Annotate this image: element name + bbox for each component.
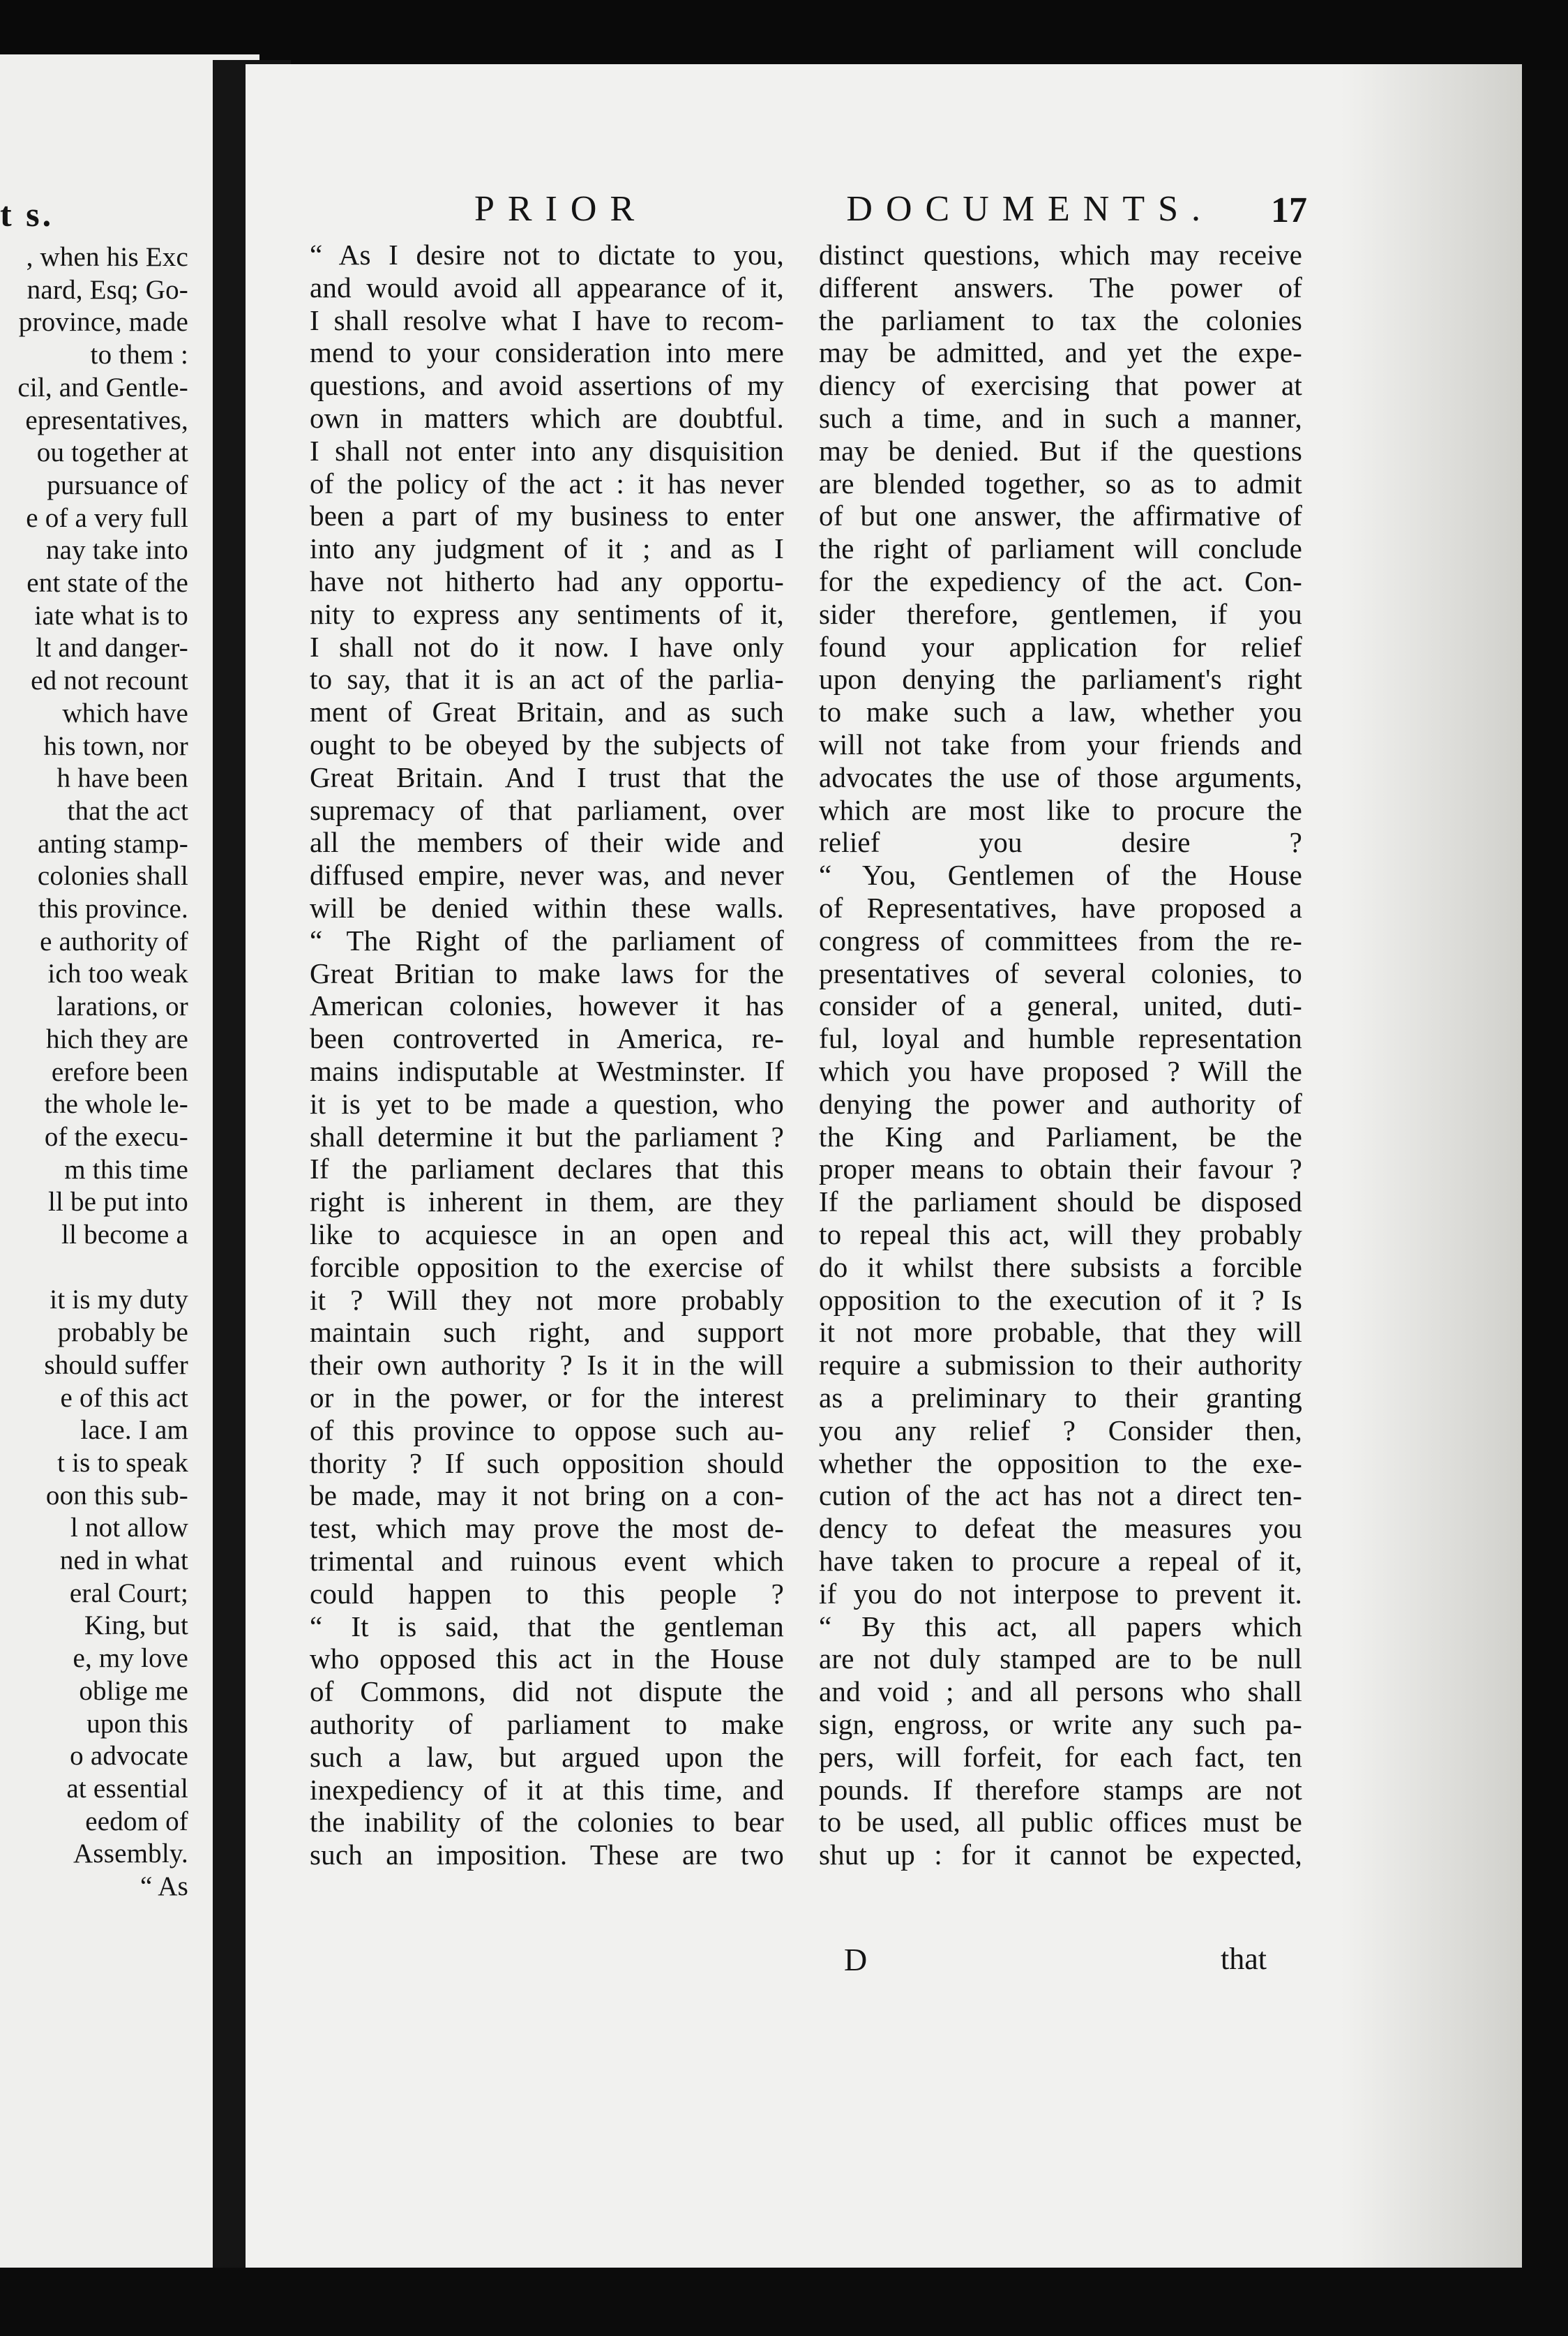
text-line: iate what is to	[34, 600, 188, 631]
text-line: of the execu-	[44, 1121, 188, 1152]
text-line: nard, Esq; Go-	[27, 274, 188, 305]
text-line: have not hitherto had any opportu-	[310, 565, 784, 597]
text-line: nity to express any sentiments of it,	[310, 597, 784, 630]
text-line: colonies shall	[37, 861, 188, 892]
text-line: test, which may prove the most de-	[310, 1512, 784, 1545]
text-line: province, made	[18, 307, 188, 338]
page-edge-shade	[1341, 64, 1522, 2286]
text-line: such a time, and in such a manner,	[819, 402, 1302, 434]
text-line: sign, engross, or write any such pa-	[819, 1708, 1302, 1740]
text-line: right is inherent in them, are they	[310, 1185, 784, 1218]
text-line: “ The Right of the parliament of	[310, 924, 784, 957]
text-line: for the expediency of the act. Con-	[819, 565, 1302, 597]
text-line: which are most like to procure the	[819, 793, 1302, 826]
text-line: nay take into	[45, 535, 188, 566]
scan-bottom-shadow	[0, 2268, 1568, 2336]
text-line: sider therefore, gentlemen, if you	[819, 597, 1302, 630]
text-line: ent state of the	[27, 568, 188, 598]
text-line: ed not recount	[31, 666, 188, 696]
text-line: pers, will forfeit, for each fact, ten	[819, 1740, 1302, 1773]
text-line: relief you desire ?	[819, 826, 1302, 859]
text-line: the King and Parliament, be the	[819, 1120, 1302, 1153]
text-line: at essential	[66, 1773, 188, 1804]
text-line: his town, nor	[43, 731, 188, 761]
text-line: distinct questions, which may receive	[819, 239, 1302, 271]
text-line: that the act	[67, 795, 188, 826]
text-line: ment of Great Britain, and as such	[310, 696, 784, 728]
text-line: I shall not enter into any disquisition	[310, 434, 784, 467]
text-line: shut up : for it cannot be expected,	[819, 1839, 1302, 1871]
text-line: “ You, Gentlemen of the House	[819, 859, 1302, 892]
text-line: pursuance of	[47, 470, 188, 500]
text-line: ll become a	[61, 1220, 188, 1250]
text-line: cution of the act has not a direct ten-	[819, 1479, 1302, 1512]
text-line: t is to speak	[57, 1447, 188, 1478]
text-line: been controverted in America, re-	[310, 1022, 784, 1055]
text-line: supremacy of that parliament, over	[310, 793, 784, 826]
text-line: eral Court;	[69, 1578, 188, 1608]
text-line: of the policy of the act : it has never	[310, 467, 784, 500]
text-line: require a submission to their authority	[819, 1349, 1302, 1382]
text-line: of Representatives, have proposed a	[819, 892, 1302, 924]
text-line: will be denied within these walls.	[310, 892, 784, 924]
text-line: to repeal this act, will they probably	[819, 1218, 1302, 1250]
text-line: ought to be obeyed by the subjects of	[310, 728, 784, 761]
text-line: authority of parliament to make	[310, 1708, 784, 1740]
text-line: the parliament to tax the colonies	[819, 304, 1302, 336]
text-line: may be admitted, and yet the expe-	[819, 336, 1302, 369]
text-line: inexpediency of it at this time, and	[310, 1773, 784, 1806]
text-line: oblige me	[79, 1675, 188, 1706]
text-line: to them :	[90, 340, 188, 370]
text-line: of Commons, did not dispute the	[310, 1675, 784, 1708]
text-line: and would avoid all appearance of it,	[310, 271, 784, 304]
text-line: if you do not interpose to prevent it.	[819, 1577, 1302, 1610]
text-line: upon denying the parliament's right	[819, 663, 1302, 696]
text-line: eedom of	[85, 1806, 188, 1836]
text-line: the inability of the colonies to bear	[310, 1806, 784, 1839]
text-line: King, but	[84, 1610, 188, 1641]
text-line: o advocate	[70, 1741, 188, 1772]
catchword: that	[1221, 1942, 1267, 1976]
text-line: “ As	[140, 1871, 188, 1901]
text-line: this province.	[38, 894, 188, 924]
text-line: maintain such right, and support	[310, 1316, 784, 1349]
text-line: Great Britian to make laws for the	[310, 957, 784, 989]
text-line: may be denied. But if the questions	[819, 434, 1302, 467]
text-line: should suffer	[44, 1349, 188, 1380]
text-line: which you have proposed ? Will the	[819, 1055, 1302, 1087]
text-line: If the parliament should be disposed	[819, 1185, 1302, 1218]
text-line: denying the power and authority of	[819, 1087, 1302, 1120]
text-line: ich too weak	[47, 959, 188, 989]
text-line: h have been	[56, 763, 188, 794]
text-line: l not allow	[70, 1513, 188, 1543]
text-line: the whole le-	[44, 1089, 188, 1120]
text-line: will not take from your friends and	[819, 728, 1302, 761]
text-line: you any relief ? Consider then,	[819, 1414, 1302, 1446]
text-line: are blended together, so as to admit	[819, 467, 1302, 500]
text-line: it is yet to be made a question, who	[310, 1087, 784, 1120]
text-line: the right of parliament will conclude	[819, 532, 1302, 565]
text-line: ll be put into	[47, 1187, 188, 1218]
text-line: hich they are	[46, 1024, 188, 1054]
text-line: into any judgment of it ; and as I	[310, 532, 784, 565]
text-line: forcible opposition to the exercise of	[310, 1250, 784, 1283]
text-line: thority ? If such opposition should	[310, 1446, 784, 1479]
text-line: e authority of	[40, 926, 188, 957]
text-line: it not more probable, that they will	[819, 1316, 1302, 1349]
text-line: diffused empire, never was, and never	[310, 859, 784, 892]
text-line: consider of a general, united, duti-	[819, 989, 1302, 1022]
text-line: it is my duty	[50, 1285, 188, 1315]
text-line: own in matters which are doubtful.	[310, 402, 784, 434]
text-line: erefore been	[51, 1056, 188, 1087]
text-line: such an imposition. These are two	[310, 1839, 784, 1871]
text-line: have taken to procure a repeal of it,	[819, 1545, 1302, 1577]
text-line: ful, loyal and humble representation	[819, 1022, 1302, 1055]
text-line: to make such a law, whether you	[819, 696, 1302, 728]
text-line: do it whilst there subsists a forcible	[819, 1250, 1302, 1283]
text-line: e, my love	[73, 1643, 188, 1674]
text-line: mains indisputable at Westminster. If	[310, 1055, 784, 1087]
text-line: such a law, but argued upon the	[310, 1740, 784, 1773]
text-line: dency to defeat the measures you	[819, 1512, 1302, 1545]
text-line: which have	[62, 698, 188, 728]
text-line: probably be	[57, 1317, 188, 1348]
text-line: whether the opposition to the exe-	[819, 1446, 1302, 1479]
text-line: e of a very full	[26, 502, 188, 533]
text-line: diency of exercising that power at	[819, 369, 1302, 402]
text-line: presentatives of several colonies, to	[819, 957, 1302, 989]
text-line: to be used, all public offices must be	[819, 1806, 1302, 1839]
text-line: “ By this act, all papers which	[819, 1610, 1302, 1642]
text-line: of but one answer, the affirmative of	[819, 500, 1302, 532]
text-line: their own authority ? Is it in the will	[310, 1349, 784, 1382]
text-line: epresentatives,	[25, 405, 188, 435]
text-line: different answers. The power of	[819, 271, 1302, 304]
text-line: found your application for relief	[819, 630, 1302, 663]
text-line: of this province to oppose such au-	[310, 1414, 784, 1446]
text-line: it ? Will they not more probably	[310, 1283, 784, 1316]
text-line: upon this	[86, 1708, 188, 1739]
text-line: I shall not do it now. I have only	[310, 630, 784, 663]
text-line: congress of committees from the re-	[819, 924, 1302, 957]
text-line: m this time	[64, 1154, 188, 1185]
text-line: could happen to this people ?	[310, 1577, 784, 1610]
text-line: proper means to obtain their favour ?	[819, 1153, 1302, 1185]
text-line: Great Britain. And I trust that the	[310, 761, 784, 793]
text-line: advocates the use of those arguments,	[819, 761, 1302, 793]
text-line: who opposed this act in the House	[310, 1642, 784, 1675]
signature-mark: D	[844, 1942, 868, 1977]
text-line: be made, may it not bring on a con-	[310, 1479, 784, 1512]
text-line: If the parliament declares that this	[310, 1153, 784, 1185]
text-line: cil, and Gentle-	[17, 372, 188, 403]
text-line: to say, that it is an act of the parlia-	[310, 663, 784, 696]
text-line: “ As I desire not to dictate to you,	[310, 239, 784, 271]
text-line: I shall resolve what I have to recom-	[310, 304, 784, 336]
text-line: anting stamp-	[38, 828, 188, 859]
text-line: questions, and avoid assertions of my	[310, 369, 784, 402]
text-line: as a preliminary to their granting	[819, 1382, 1302, 1414]
text-line: pounds. If therefore stamps are not	[819, 1773, 1302, 1806]
text-line: ou together at	[36, 437, 188, 468]
left-running-head: t s.	[0, 195, 54, 234]
text-line: oon this sub-	[45, 1480, 188, 1511]
running-head: PRIOR DOCUMENTS.	[474, 189, 1214, 229]
text-line: been a part of my business to enter	[310, 500, 784, 532]
text-line: shall determine it but the parliament ?	[310, 1120, 784, 1153]
text-line: and void ; and all persons who shall	[819, 1675, 1302, 1708]
text-line: e of this act	[60, 1382, 188, 1413]
right-page	[246, 64, 1522, 2286]
text-line: , when his Exc	[26, 242, 188, 272]
text-line: like to acquiesce in an open and	[310, 1218, 784, 1250]
text-line: or in the power, or for the interest	[310, 1382, 784, 1414]
text-line: Assembly.	[73, 1839, 188, 1869]
text-line: lt and danger-	[36, 633, 188, 664]
page-number: 17	[1271, 190, 1307, 230]
text-line: larations, or	[56, 991, 188, 1022]
text-line: mend to your consideration into mere	[310, 336, 784, 369]
text-line: opposition to the execution of it ? Is	[819, 1283, 1302, 1316]
text-line: “ It is said, that the gentleman	[310, 1610, 784, 1642]
text-line: are not duly stamped are to be null	[819, 1642, 1302, 1675]
text-line: all the members of their wide and	[310, 826, 784, 859]
text-line: American colonies, however it has	[310, 989, 784, 1022]
text-line: lace. I am	[80, 1415, 188, 1446]
text-line: trimental and ruinous event which	[310, 1545, 784, 1577]
text-line: ned in what	[59, 1545, 188, 1575]
